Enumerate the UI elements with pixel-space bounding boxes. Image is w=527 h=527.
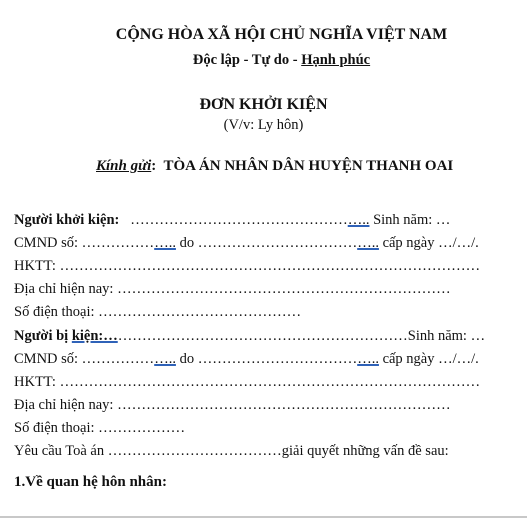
defendant-label-p1: Người bị bbox=[14, 328, 72, 344]
plaintiff-phone: Số điện thoại: …………………………………… bbox=[14, 304, 302, 320]
plaintiff-birth: Sinh năm: … bbox=[369, 212, 451, 228]
plaintiff-id-label: CMND số: …………… bbox=[14, 235, 155, 251]
plaintiff-name-dots: ……………………………………… bbox=[119, 212, 348, 228]
defendant-id-row bbox=[14, 348, 479, 370]
motto-part-2: Hạnh phúc bbox=[301, 52, 371, 68]
request-part-2: giải quyết những vấn đề sau: bbox=[281, 443, 449, 459]
recipient-colon: : bbox=[151, 158, 164, 174]
plaintiff-id-date: cấp ngày …/…/. bbox=[378, 235, 479, 251]
plaintiff-id-issuer: do …………………………… bbox=[175, 235, 358, 251]
document-subtitle: (V/v: Ly hôn) bbox=[223, 117, 304, 133]
motto-part-1: Độc lập - Tự do - bbox=[192, 52, 302, 68]
plaintiff-id-dots: ….. bbox=[154, 235, 176, 251]
defendant-id-dots-2: ….. bbox=[357, 351, 379, 367]
defendant-phone: Số điện thoại: ……………… bbox=[14, 420, 186, 436]
defendant-birth: Sinh năm: … bbox=[407, 328, 486, 344]
recipient-line bbox=[96, 158, 453, 175]
defendant-id-issuer: do …………………………… bbox=[175, 351, 358, 367]
defendant-id-label: CMND số: …………… bbox=[14, 351, 155, 367]
plaintiff-hktt: HKTT: …………………………………………………………………………… bbox=[14, 258, 481, 274]
plaintiff-label: Người khởi kiện: bbox=[14, 212, 120, 228]
motto bbox=[0, 52, 527, 69]
defendant-name-dots: …………………………………………………… bbox=[117, 328, 408, 344]
defendant-id-date: cấp ngày …/…/. bbox=[378, 351, 479, 367]
page-bottom-divider bbox=[0, 516, 527, 518]
request-part-1: Yêu cầu Toà án ……………………………… bbox=[14, 443, 282, 459]
recipient-label: Kính gửi bbox=[96, 158, 152, 174]
defendant-hktt: HKTT: …………………………………………………………………………… bbox=[14, 374, 481, 390]
plaintiff-name-row bbox=[14, 209, 450, 231]
defendant-address: Địa chỉ hiện nay: …………………………………………………………… bbox=[14, 397, 451, 413]
defendant-name-row bbox=[14, 325, 485, 347]
section-1-heading: 1.Về quan hệ hôn nhân: bbox=[14, 474, 167, 490]
plaintiff-name-dots-marked: ….. bbox=[347, 212, 370, 228]
country-heading: CỘNG HÒA XÃ HỘI CHỦ NGHĨA VIỆT NAM bbox=[115, 26, 448, 43]
plaintiff-address: Địa chỉ hiện nay: …………………………………………………………… bbox=[14, 281, 451, 297]
document-title: ĐƠN KHỞI KIỆN bbox=[199, 96, 328, 113]
plaintiff-id-row bbox=[14, 232, 479, 254]
plaintiff-id-dots-2: ….. bbox=[357, 235, 379, 251]
defendant-id-dots: ….. bbox=[154, 351, 176, 367]
request-line bbox=[14, 440, 449, 462]
defendant-label-p2: kiện:… bbox=[71, 328, 118, 344]
recipient-value: TÒA ÁN NHÂN DÂN HUYỆN THANH OAI bbox=[163, 158, 454, 174]
